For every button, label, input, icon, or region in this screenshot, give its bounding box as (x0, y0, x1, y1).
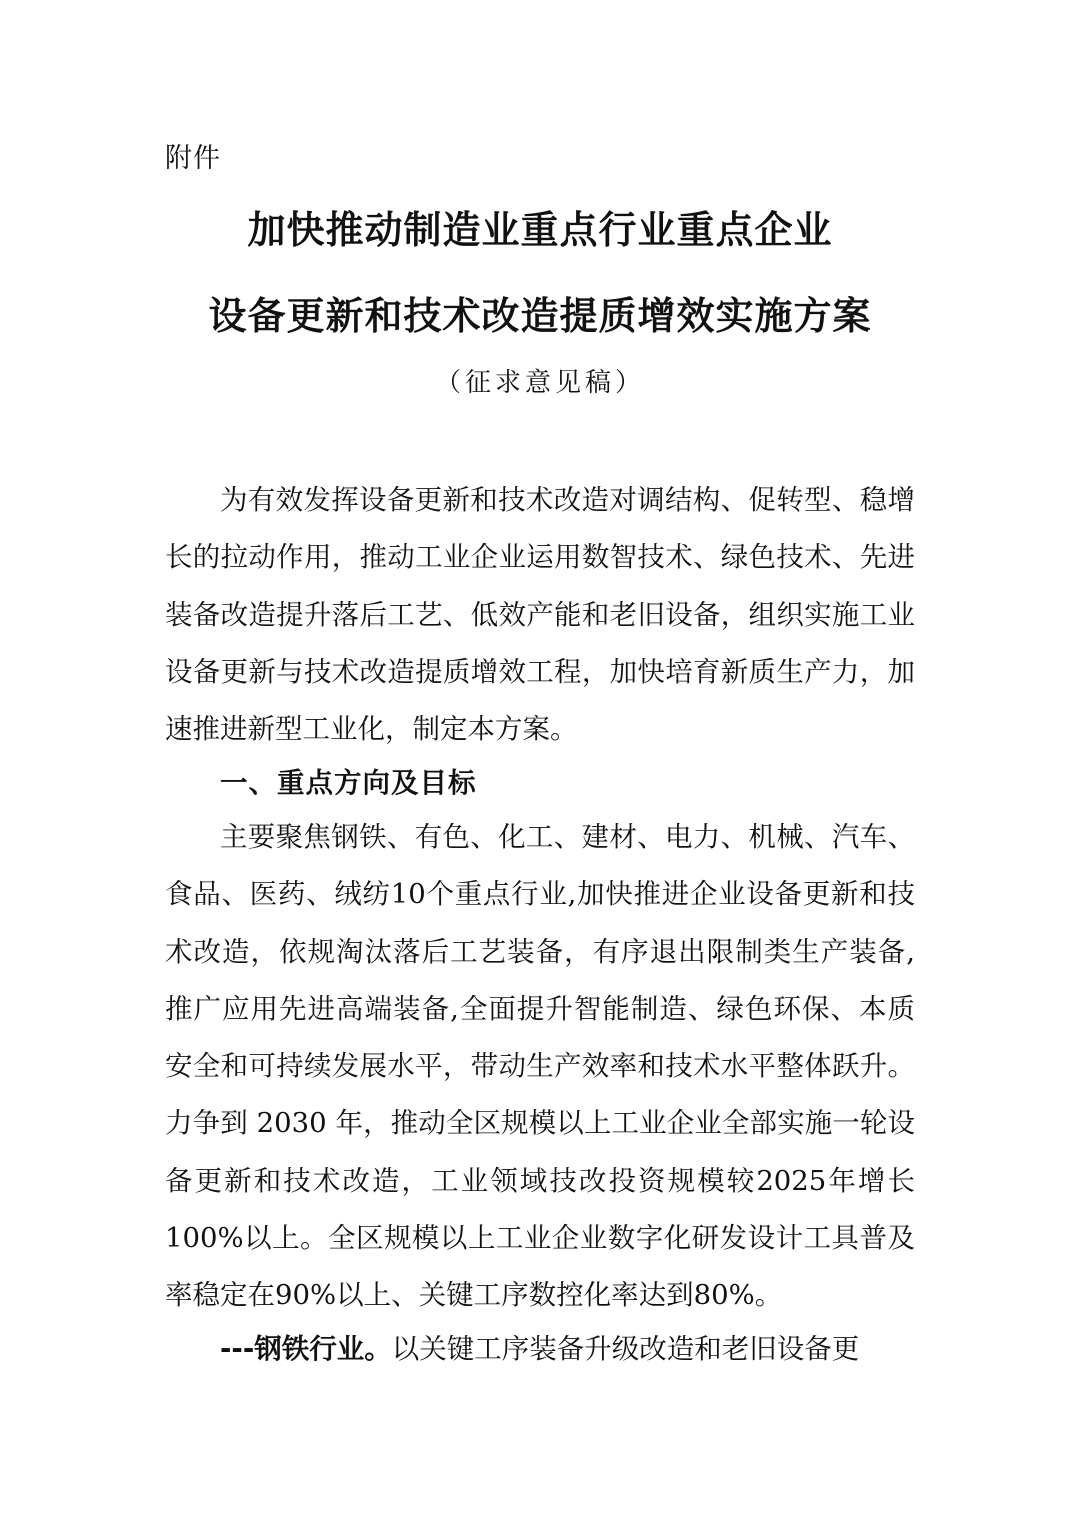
intro-paragraph: 为有效发挥设备更新和技术改造对调结构、促转型、稳增长的拉动作用，推动工业企业运用数智技术、绿色技术、先进装备改造提升落后工艺、低效产能和老旧设备，组织实施工业设备更新与技术改造提质增效工程，加快培育新质生产力，加速推进新型工业化，制定本方案。 (165, 484, 915, 746)
document-title-line-1: 加快推动制造业重点行业重点企业 (247, 208, 833, 252)
attachment-label: 附件 (165, 143, 221, 174)
document-subtitle: （征求意见稿） (434, 368, 645, 398)
section-1-heading: 一、重点方向及目标 (220, 767, 477, 799)
steel-industry-text: 以关键工序装备升级改造和老旧设备更 (391, 1333, 860, 1365)
steel-industry-lead: ---钢铁行业。 (220, 1333, 392, 1365)
document-title-line-2: 设备更新和技术改造提质增效实施方案 (208, 294, 872, 338)
steel-industry-paragraph (165, 1321, 915, 1378)
section-1-paragraph: 主要聚焦钢铁、有色、化工、建材、电力、机械、汽车、食品、医药、绒纺10个重点行业,加快推进企业设备更新和技术改造，依规淘汰落后工艺装备，有序退出限制类生产装备,推广应用先进高端装备,全面提升智能制造、绿色环保、本质安全和可持续发展水平，带动生产效率和技术水平整体跃升。力争到 2030 年，推动全区规模以上工业企业全部实施一轮设备更新和技术改造，工业领域技改投资规模较2025年增长100%以上。全区规模以上工业企业数字化研发设计工具普及率稳定在90%以上、关键工序数控化率达到80%。 (165, 821, 915, 1312)
